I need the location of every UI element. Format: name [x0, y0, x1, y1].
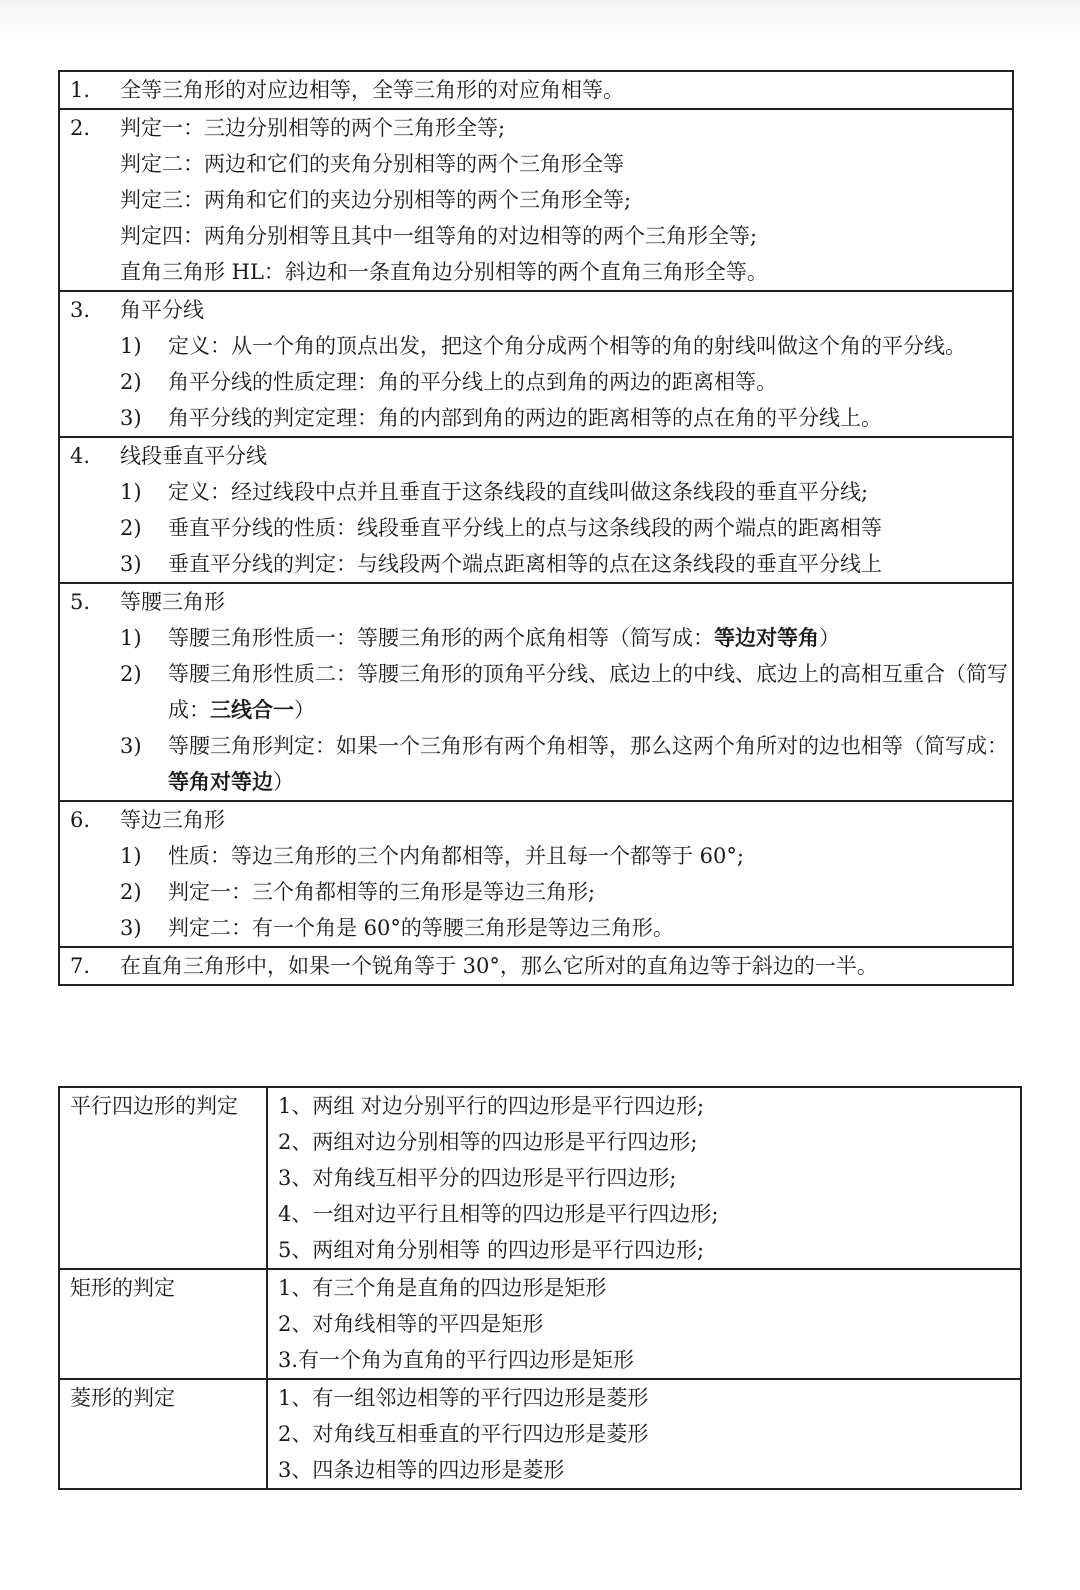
sub-text: 垂直平分线的性质：线段垂直平分线上的点与这条线段的两个端点的距离相等 — [168, 516, 882, 540]
table-row — [60, 290, 1012, 436]
list-item: 1、有一组邻边相等的平行四边形是菱形 — [278, 1386, 649, 1410]
list-item: 1、两组 对边分别平行的四边形是平行四边形; — [278, 1094, 705, 1118]
table-row — [59, 1087, 1021, 1269]
list-item: 1、有三个角是直角的四边形是矩形 — [278, 1276, 607, 1300]
sub-text: 判定二：有一个角是 60°的等腰三角形是等边三角形。 — [168, 916, 674, 940]
list-item: 3、对角线互相平分的四边形是平行四边形; — [278, 1166, 677, 1190]
sub-text-post: ） — [294, 698, 315, 722]
sub-text-pre: 等腰三角形性质一：等腰三角形的两个底角相等（简写成： — [168, 626, 714, 650]
row-number: 7. — [70, 954, 91, 978]
sub-text-pre: 等腰三角形性质二：等腰三角形的顶角平分线、底边上的中线、底边上的高相互重合（简写成： — [168, 662, 1008, 722]
row-number: 3. — [70, 298, 91, 322]
table-row — [59, 1379, 1021, 1489]
quadrilateral-criteria-table — [58, 1086, 1022, 1490]
scan-edge — [0, 0, 1080, 40]
criterion-line: 判定三：两角和它们的夹边分别相等的两个三角形全等; — [120, 188, 632, 212]
table-row — [60, 108, 1012, 290]
sub-text: 角平分线的性质定理：角的平分线上的点到角的两边的距离相等。 — [168, 370, 777, 394]
sub-text: 角平分线的判定定理：角的内部到角的两边的距离相等的点在角的平分线上。 — [168, 406, 882, 430]
sub-number: 2) — [120, 662, 142, 686]
sub-text — [168, 620, 1012, 656]
sub-text: 定义：从一个角的顶点出发，把这个角分成两个相等的角的射线叫做这个角的平分线。 — [168, 334, 966, 358]
criterion-line: 判定四：两角分别相等且其中一组等角的对边相等的两个三角形全等; — [120, 224, 758, 248]
shorthand-bold: 三线合一 — [210, 697, 294, 722]
sub-number: 3) — [120, 734, 142, 758]
table-row — [60, 582, 1012, 800]
list-item: 3、四条边相等的四边形是菱形 — [278, 1458, 565, 1482]
sub-text: 性质：等边三角形的三个内角都相等，并且每一个都等于 60°; — [168, 844, 744, 868]
items-cell — [267, 1379, 1021, 1489]
list-item: 5、两组对角分别相等 的四边形是平行四边形; — [278, 1238, 705, 1262]
table-row — [60, 436, 1012, 582]
sub-number: 1) — [120, 844, 142, 868]
triangle-theorems-table — [58, 70, 1014, 986]
criterion-line: 判定二：两边和它们的夹角分别相等的两个三角形全等 — [120, 152, 624, 176]
list-item: 2、两组对边分别相等的四边形是平行四边形; — [278, 1130, 698, 1154]
list-item: 4、一组对边平行且相等的四边形是平行四边形; — [278, 1202, 719, 1226]
sub-number: 3) — [120, 916, 142, 940]
criterion-line: 直角三角形 HL：斜边和一条直角边分别相等的两个直角三角形全等。 — [120, 260, 768, 284]
sub-text-post: ） — [273, 770, 294, 794]
category-cell: 矩形的判定 — [59, 1269, 267, 1379]
row-title: 等边三角形 — [120, 808, 225, 832]
sub-number: 1) — [120, 334, 142, 358]
list-item: 3.有一个角为直角的平行四边形是矩形 — [278, 1348, 635, 1372]
sub-number: 1) — [120, 626, 142, 650]
criterion-line: 判定一：三边分别相等的两个三角形全等; — [120, 116, 506, 140]
sub-number: 3) — [120, 406, 142, 430]
list-item: 2、对角线互相垂直的平行四边形是菱形 — [278, 1422, 649, 1446]
category-cell: 平行四边形的判定 — [59, 1087, 267, 1269]
table-row — [59, 1269, 1021, 1379]
sub-number: 1) — [120, 480, 142, 504]
table-row — [60, 800, 1012, 946]
sub-number: 3) — [120, 552, 142, 576]
sub-text — [168, 728, 1012, 800]
sub-number: 2) — [120, 880, 142, 904]
sub-text: 判定一：三个角都相等的三角形是等边三角形; — [168, 880, 596, 904]
row-title: 线段垂直平分线 — [120, 444, 267, 468]
shorthand-bold: 等角对等边 — [168, 769, 273, 794]
items-cell — [267, 1269, 1021, 1379]
category-cell: 菱形的判定 — [59, 1379, 267, 1489]
items-cell — [267, 1087, 1021, 1269]
row-number: 6. — [70, 808, 91, 832]
sub-text: 垂直平分线的判定：与线段两个端点距离相等的点在这条线段的垂直平分线上 — [168, 552, 882, 576]
row-title: 等腰三角形 — [120, 590, 225, 614]
row-text: 在直角三角形中，如果一个锐角等于 30°，那么它所对的直角边等于斜边的一半。 — [120, 954, 878, 978]
row-text: 全等三角形的对应边相等，全等三角形的对应角相等。 — [120, 78, 624, 102]
row-number: 2. — [70, 116, 91, 140]
table-row — [60, 72, 1012, 108]
sub-text — [168, 656, 1012, 728]
shorthand-bold: 等边对等角 — [714, 625, 819, 650]
row-number: 5. — [70, 590, 91, 614]
sub-number: 2) — [120, 516, 142, 540]
sub-number: 2) — [120, 370, 142, 394]
row-number: 1. — [70, 78, 91, 102]
sub-text-post: ） — [819, 626, 840, 650]
table-row — [60, 946, 1012, 984]
row-number: 4. — [70, 444, 91, 468]
sub-text-pre: 等腰三角形判定：如果一个三角形有两个角相等，那么这两个角所对的边也相等（简写成： — [168, 734, 1008, 758]
list-item: 2、对角线相等的平四是矩形 — [278, 1312, 544, 1336]
row-title: 角平分线 — [120, 298, 204, 322]
sub-text: 定义：经过线段中点并且垂直于这条线段的直线叫做这条线段的垂直平分线; — [168, 480, 869, 504]
